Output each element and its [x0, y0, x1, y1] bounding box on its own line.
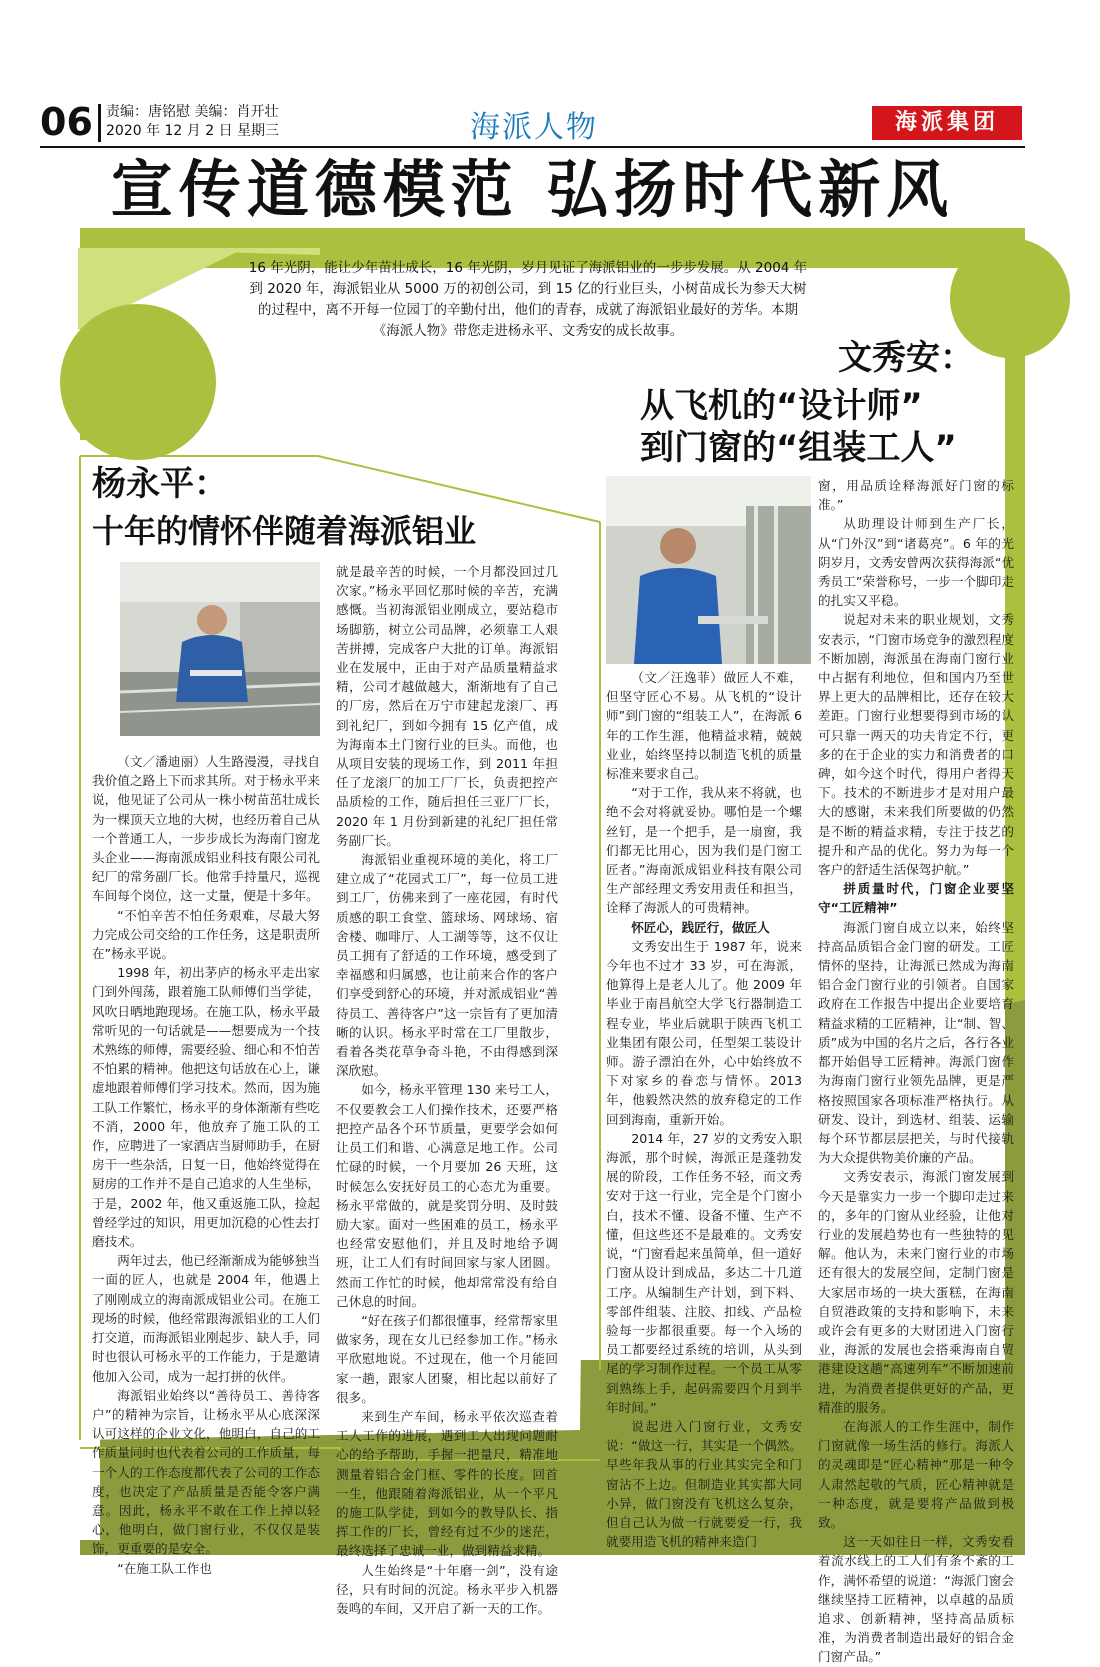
headline: 宣传道德模范 弘扬时代新风: [110, 153, 955, 226]
paragraph: 来到生产车间，杨永平依次巡查着工人工作的进展，遇到工人出现问题耐心的给予帮助，手握一把量尺，精准地测量着铝合金门框、零件的长度。回首一生，他跟随着海派铝业，从一个平凡的施工队学徒，到如今的教导队长、指挥工作的厂长，曾经有过不少的迷茫，最终选择了忠诚一业，做到精益求精。: [336, 1408, 558, 1559]
section-title: 海派人物: [470, 110, 598, 145]
paragraph: 从助理设计师到生产厂长，从“门外汉”到“诸葛亮”。6 年的光阴岁月，文秀安曾两次获得海派“优秀员工”荣誉称号，一步一个脚印走的扎实又平稳。: [818, 516, 1014, 609]
page-number: 06: [40, 100, 93, 144]
yang-name: 杨永平：: [92, 464, 228, 504]
wen-column-2: [818, 476, 1014, 1667]
wen-column-1: [606, 668, 802, 1551]
paragraph: （文／潘迪丽）人生路漫漫，寻找自我价值之路上下而求其所。对于杨永平来说，他见证了公司从一株小树苗茁壮成长为一棵顶天立地的大树，也经历着自己从一个普通工人，一步步成长为海南门窗龙头企业——海南派成铝业科技有限公司礼纪厂的常务副厂长。他常手持量尺，巡视车间每个岗位，这一丈量，便是十多年。: [92, 754, 320, 904]
paragraph: 海派铝业重视环境的美化，将工厂建立成了“花园式工厂”，每一位员工进到工厂，仿佛来到了一座花园，有时代质感的职工食堂、篮球场、网球场、宿舍楼、咖啡厅、人工湖等等，这不仅让员工拥有了舒适的工作环境，感受到了幸福感和归属感，也让前来合作的客户们享受到舒心的环境，并对派成铝业“善待员工、善待客户”这一宗旨有了更加清晰的认识。杨永平时常在工厂里散步，看着各类花草争奇斗艳，不由得感到深深欣慰。: [336, 852, 558, 1079]
wen-photo: [606, 476, 811, 664]
paragraph: 如今，杨永平管理 130 来号工人，不仅要教会工人们操作技术，还要严格把控产品各个环节质量，更要学会如何让员工们和谐、心满意足地工作。公司忙碌的时候，一个月要加 26 天班，这时候怎么安抚好员工的心态尤为重要。杨永平常做的，就是奖罚分明、及时鼓励大家。面对一些困难的员工，杨永平也经常安慰他们，并且及时地给予调班，让工人们有时间回家与家人团圆。然而工作忙的时候，他却常常没有给自己休息的时间。: [336, 1082, 558, 1309]
paragraph: 窗，用品质诠释海派好门窗的标准。”: [818, 478, 1014, 513]
paragraph: “好在孩子们都很懂事，经常帮家里做家务，现在女儿已经参加工作。”杨永平欣慰地说。不过现在，他一个月能回家一趟，跟家人团聚，相比起以前好了很多。: [336, 1312, 558, 1405]
header-rule: [40, 146, 1025, 148]
brand-logo: 海派集团: [872, 106, 1022, 140]
paragraph: 文秀安表示，海派门窗发展到今天是靠实力一步一个脚印走过来的，多年的门窗从业经验，让他对行业的发展趋势也有一些独特的见解。他认为，未来门窗行业的市场还有很大的发展空间，定制门窗是大家居市场的一块大蛋糕，在海南自贸港政策的支持和影响下，未来或许会有更多的大财团进入门窗行业，海派的发展也会搭乘海南自贸港建设这趟“高速列车”不断加速前进，为消费者提供更好的产品，更精准的服务。: [818, 1169, 1014, 1415]
yang-photo: [120, 562, 320, 736]
paragraph: 2014 年，27 岁的文秀安入职海派，那个时候，海派正是蓬勃发展的阶段，工作任务不轻，而文秀安对于这一行业，完全是个门窗小白，技术不懂、设备不懂、生产不懂，但这些还不是最难的。文秀安说，“门窗看起来虽简单，但一道好门窗从设计到成品，多达二十几道工序。从编制生产计划，到下料、零部件组装、注胶、扣线、产品检验每一步都很重要。每一个入场的员工都要经过系统的培训，从头到尾的学习制作过程。一个员工从零到熟练上手，起码需要四个月到半年时间。”: [606, 1130, 802, 1415]
paragraph: 1998 年，初出茅庐的杨永平走出家门到外闯荡，跟着施工队师傅们当学徒，风吹日晒地跑现场。在施工队，杨永平最常听见的一句话就是——想要成为一个技术熟练的师傅，需要经验、细心和不怕苦不怕累的精神。他把这句话放在心上，谦虚地跟着师傅们学习技术。然而，因为施工队工作繁忙，杨永平的身体渐渐有些吃不消，2000 年，他放弃了施工队的工作，应聘进了一家酒店当厨师助手，在厨房干一些杂活，日复一日，他始终觉得在厨房的工作并不是自己追求的人生坐标，于是，2002 年，他又重返施工队，捡起曾经学过的知识，用更加沉稳的心性去打磨技术。: [92, 965, 320, 1250]
paragraph: 海派门窗自成立以来，始终坚持高品质铝合金门窗的研发。工匠情怀的坚持，让海派已然成为海南铝合金门窗行业的引领者。自国家政府在工作报告中提出企业要培育精益求精的工匠精神，让“制、智、质”成为中国的名片之后，各行各业都开始倡导工匠精神。海派门窗作为海南门窗行业领先品牌，更是严格按照国家各项标准严格执行。从研发、设计，到选材、组装、运输每个环节都层层把关，与时代接轨为大众提供物美价廉的产品。: [818, 919, 1014, 1166]
paragraph: 说起对未来的职业规划，文秀安表示，“门窗市场竞争的激烈程度不断加剧，海派虽在海南门窗行业中占据有利地位，但和国内乃至世界上更大的品牌相比，还存在较大差距。门窗行业想要得到市场的认可只靠一两天的功夫肯定不行，更多的在于企业的实力和消费者的口碑，如今这个时代，得用户者得天下。技术的不断进步才是对用户最大的感谢，未来我们所要做的仍然是不断的精益求精，专注于技艺的提升和产品的优化。努力为每一个客户的舒适生活保驾护航。”: [818, 612, 1014, 878]
yang-column-2: [336, 562, 558, 1618]
intro-text: 16 年光阴，能让少年苗壮成长，16 年光阴，岁月见证了海派铝业的一步步发展。从 2004 年到 2020 年，海派铝业从 5000 万的初创公司，到 15 亿的行业巨头，小树苗成长为参天大树的过程中，离不开每一位园丁的辛勤付出，他们的青春，成就了海派铝业最好的芳华。本期《海派人物》带您走进杨永平、文秀安的成长故事。: [248, 260, 808, 339]
factory-worker-image: [606, 476, 811, 664]
paragraph: “对于工作，我从来不将就，也绝不会对将就妥协。哪怕是一个螺丝钉，是一个把手，是一扇窗，我们都无比用心，因为我们是门窗工匠者。”海南派成铝业科技有限公司生产部经理文秀安用责任和担当，诠释了海派人的可贵精神。: [606, 785, 802, 916]
factory-worker-image: [120, 562, 320, 736]
editor-line: 责编：唐铭慰 美编：肖开壮: [106, 104, 279, 120]
yang-column-1: [92, 752, 320, 1578]
header-divider: [98, 104, 101, 142]
paragraph: 人生始终是“十年磨一剑”，没有途径，只有时间的沉淀。杨永平步入机器轰鸣的车间，又开启了新一天的工作。: [336, 1562, 558, 1616]
paragraph: 这一天如往日一样，文秀安看着流水线上的工人们有条不紊的工作，满怀希望的说道：“海派门窗会继续坚持工匠精神，以卓越的品质追求、创新精神，坚持高品质标准，为消费者制造出最好的铝合金门窗产品。”: [818, 1534, 1014, 1665]
paragraph: “在施工队工作也: [117, 1560, 212, 1576]
paragraph: 在海派人的工作生涯中，制作门窗就像一场生活的修行。海派人的灵魂即是“匠心精神”那是一种令人肃然起敬的气质，匠心精神就是一种态度，就是要将产品做到极致。: [818, 1418, 1014, 1530]
subheading: 怀匠心，践匠行，做匠人: [631, 919, 770, 935]
wen-subtitle-2: 到门窗的“组装工人”: [640, 428, 957, 468]
paragraph: “不怕辛苦不怕任务艰难，尽最大努力完成公司交给的工作任务，这是职责所在”杨永平说。: [92, 907, 320, 962]
paragraph: 说起进入门窗行业，文秀安说：“做这一行，其实是一个偶然。早些年我从事的行业其实完全和门窗沾不上边。但制造业其实都大同小异，做门窗没有飞机这么复杂，但自己认为做一行就要爱一行，我就要用造飞机的精神来造门: [606, 1418, 802, 1550]
paragraph: （文／汪逸菲）做匠人不难，但坚守匠心不易。从飞机的“设计师”到门窗的“组装工人”，在海派 6 年的工作生涯，他精益求精，兢兢业业，始终坚持以制造飞机的质量标准来要求自己。: [606, 670, 802, 782]
date-line: 2020 年 12 月 2 日 星期三: [106, 123, 280, 139]
wen-subtitle-1: 从飞机的“设计师”: [640, 386, 923, 426]
subheading: 拼质量时代，门窗企业要坚守“工匠精神”: [818, 881, 1014, 916]
wen-name: 文秀安：: [838, 338, 974, 378]
paragraph: 就是最辛苦的时候，一个月都没回过几次家。”杨永平回忆那时候的辛苦，充满感慨。当初海派铝业刚成立，要站稳市场脚筋，树立公司品牌，必须靠工人艰苦拼搏，完成客户大批的订单。海派铝业在发展中，正由于对产品质量精益求精，公司才越做越大，渐渐地有了自己的厂房，然后在万宁市建起龙滚厂、再到礼纪厂，到如今拥有 15 亿产值，成为海南本土门窗行业的巨头。而他，也从项目安装的现场工作，到 2011 年担任了龙滚厂的加工厂厂长，负责把控产品质检的工作，随后担任三亚厂厂长，2020 年 1 月份到新建的礼纪厂担任常务副厂长。: [336, 564, 558, 848]
paragraph: 文秀安出生于 1987 年，说来今年也不过才 33 岁，可在海派，他算得上是老人儿了。他 2009 年毕业于南昌航空大学飞行器制造工程专业，毕业后就职于陕西飞机工业集团有限公司，任型架工装设计师。游子漂泊在外，心中始终放不下对家乡的眷恋与情怀。2013 年，他毅然决然的放弃稳定的工作回到海南，重新开始。: [606, 938, 802, 1127]
paragraph: 两年过去，他已经渐渐成为能够独当一面的匠人，也就是 2004 年，他遇上了刚刚成立的海南派成铝业公司。在施工现场的时候，他经常跟海派铝业的工人们打交道，而海派铝业刚起步、缺人手，同时也很认可杨永平的工作能力，于是邀请他加入公司，成为一起打拼的伙伴。: [92, 1253, 320, 1384]
paragraph: 海派铝业始终以“善待员工、善待客户”的精神为宗旨，让杨永平从心底深深认可这样的企业文化，他明白，自己的工作质量同时也代表着公司的工作质量，每一个人的工作态度都代表了公司的工作态度，也决定了产品质量是否能令客户满意。因此，杨永平不敢在工作上掉以轻心，他明白，做门窗行业，不仅仅是装饰，更重要的是安全。: [92, 1387, 320, 1557]
green-circle-left: [60, 304, 216, 460]
yang-subtitle: 十年的情怀伴随着海派铝业: [92, 512, 477, 550]
